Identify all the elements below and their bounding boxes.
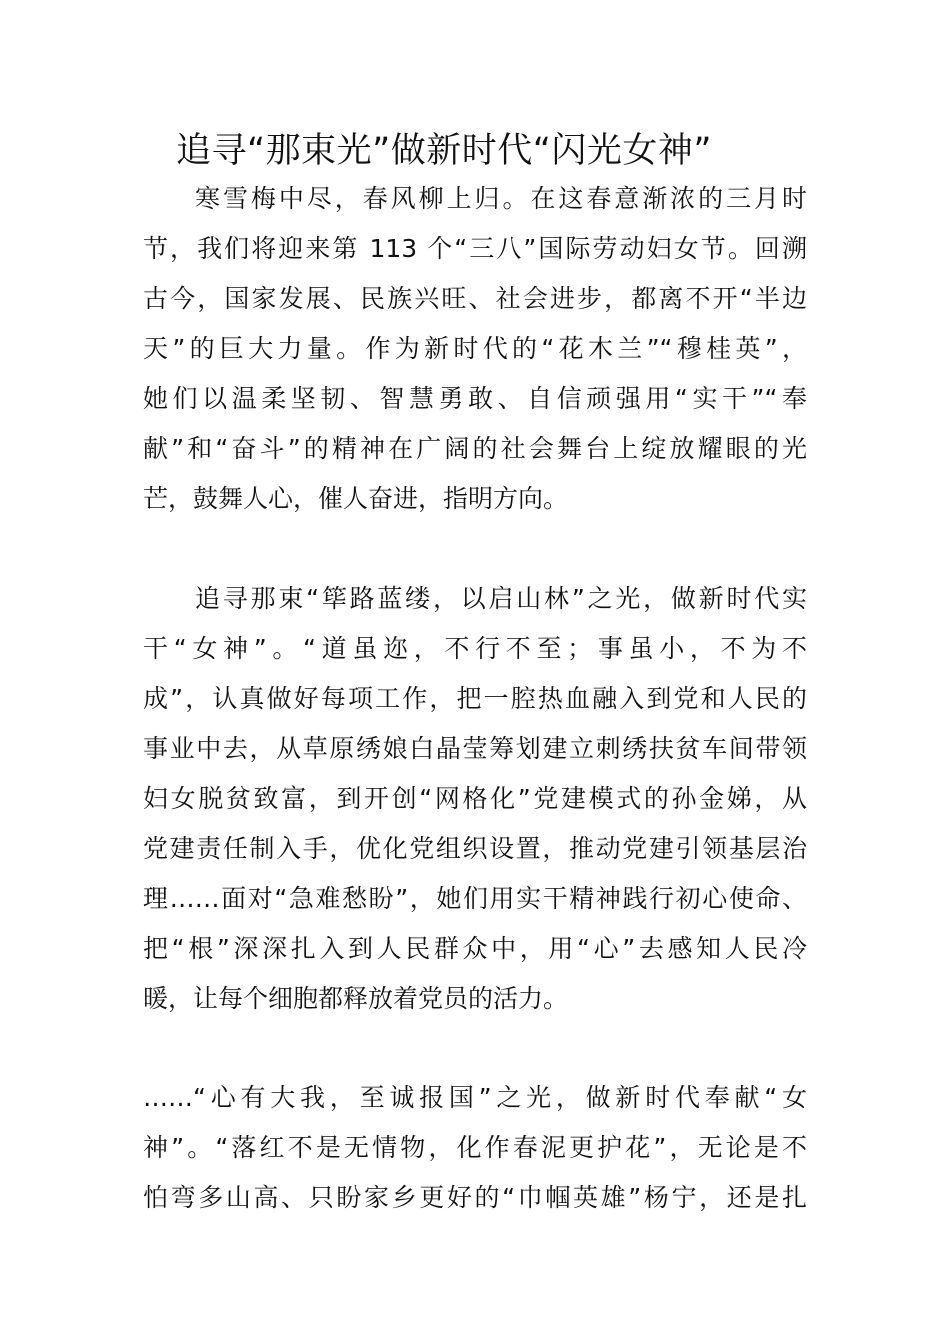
paragraph-1-line-3: 古今，国家发展、民族兴旺、社会进步，都离不开“半边 [143, 284, 807, 313]
paragraph-1-line-1: 寒雪梅中尽，春风柳上归。在这春意渐浓的三月时 [195, 184, 807, 213]
paragraph-3-line-3: 怕弯多山高、只盼家乡更好的“巾帼英雄”杨宁，还是扎 [143, 1183, 807, 1212]
paragraph-2-line-7: 理……面对“急难愁盼”，她们用实干精神践行初心使命、 [143, 884, 807, 913]
paragraph-3-line-1: ……“心有大我，至诚报国”之光，做新时代奉献“女 [143, 1083, 807, 1112]
paragraph-1-line-2: 节，我们将迎来第 113 个“三八”国际劳动妇女节。回溯 [143, 234, 807, 263]
paragraph-2-line-4: 事业中去，从草原绣娘白晶莹筹划建立刺绣扶贫车间带领 [143, 734, 807, 763]
paragraph-2-line-6: 党建责任制入手，优化党组织设置，推动党建引领基层治 [143, 834, 807, 863]
paragraph-1-line-4: 天”的巨大力量。作为新时代的“花木兰”“穆桂英”， [143, 334, 807, 363]
paragraph-2-line-9: 暖，让每个细胞都释放着党员的活力。 [143, 984, 569, 1013]
paragraph-2-line-1: 追寻那束“筚路蓝缕，以启山林”之光，做新时代实 [195, 584, 807, 613]
paragraph-2-line-5: 妇女脱贫致富，到开创“网格化”党建模式的孙金娣，从 [143, 784, 807, 813]
document-title: 追寻“那束光”做新时代“闪光女神” [176, 131, 713, 171]
paragraph-2-line-2: 干“女神”。“道虽迩，不行不至；事虽小，不为不 [143, 634, 807, 663]
paragraph-3-line-2: 神”。“落红不是无情物，化作春泥更护花”，无论是不 [143, 1133, 807, 1162]
paragraph-1-line-7: 芒，鼓舞人心，催人奋进，指明方向。 [143, 484, 569, 513]
paragraph-1-line-6: 献”和“奋斗”的精神在广阔的社会舞台上绽放耀眼的光 [143, 434, 807, 463]
paragraph-2-line-8: 把“根”深深扎入到人民群众中，用“心”去感知人民冷 [143, 934, 807, 963]
paragraph-1-line-5: 她们以温柔坚韧、智慧勇敢、自信顽强用“实干”“奉 [143, 384, 807, 413]
paragraph-2-line-3: 成”，认真做好每项工作，把一腔热血融入到党和人民的 [143, 684, 807, 713]
